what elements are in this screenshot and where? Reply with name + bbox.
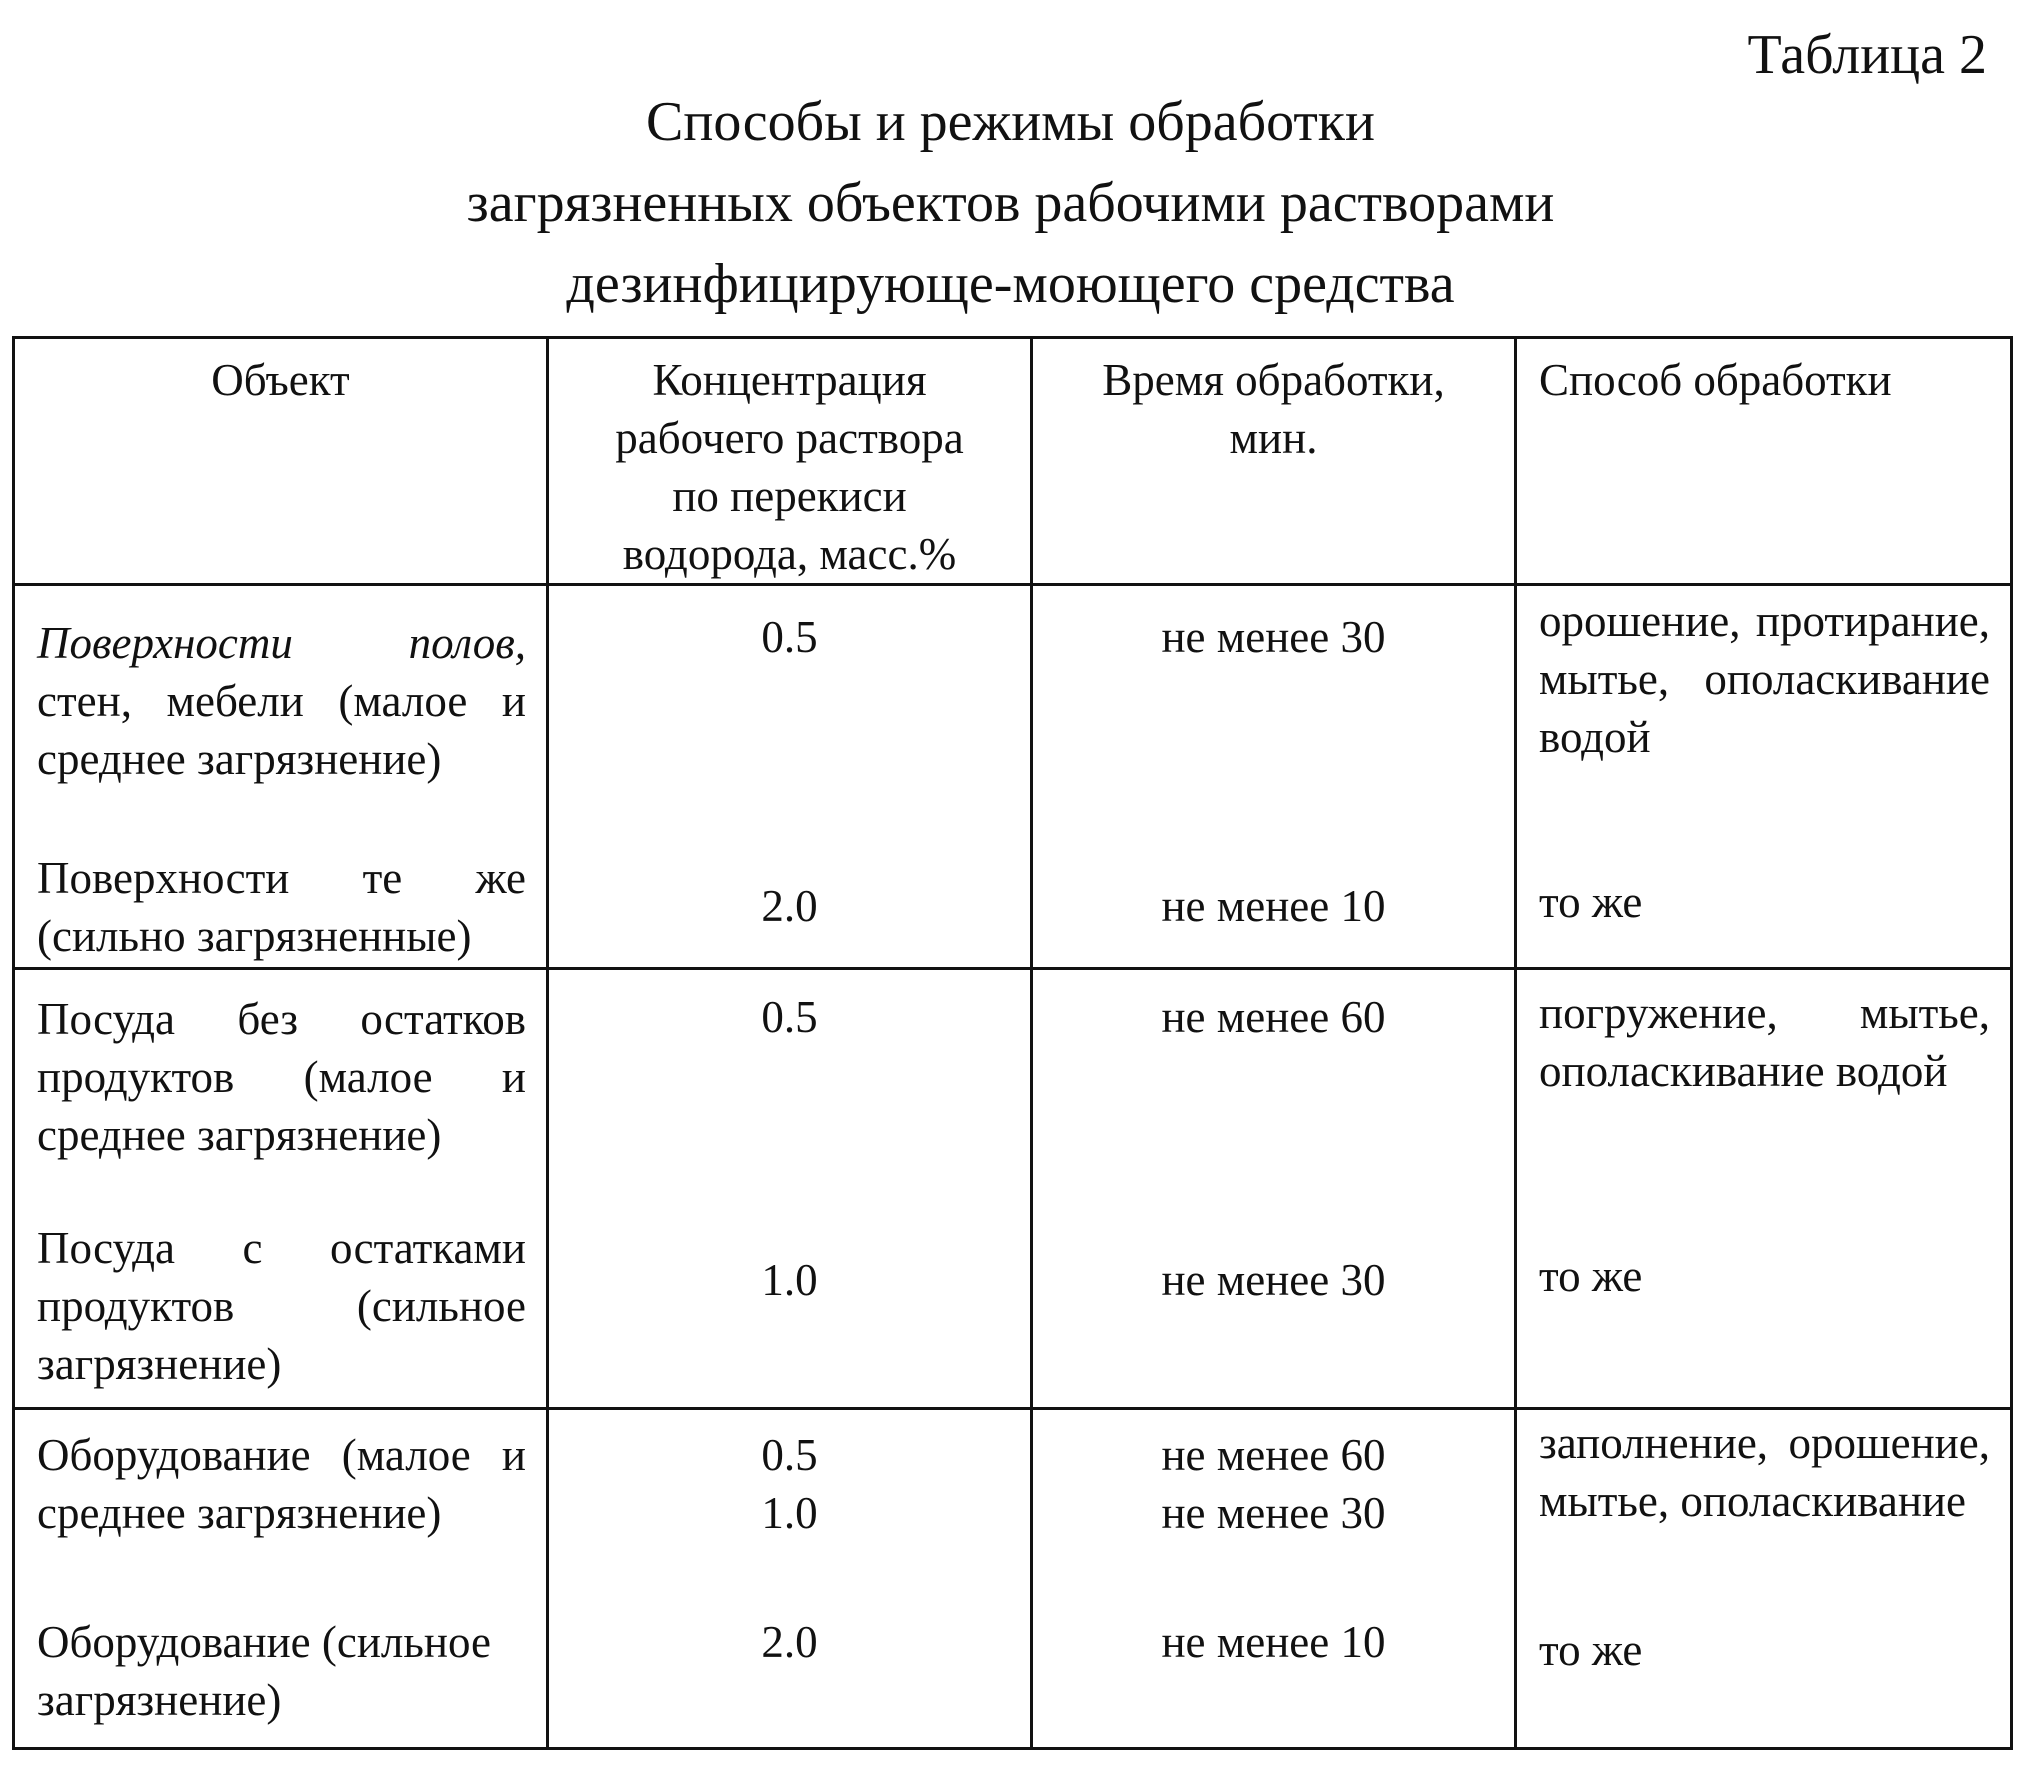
- object-cell: Оборудование (малое и среднее загрязнение): [14, 1409, 548, 1609]
- header-method: Способ обработки: [1516, 338, 2012, 585]
- time-cell: не менее 10: [1032, 849, 1516, 969]
- table-title: [0, 82, 2021, 325]
- object-cell: Посуда без остатков продуктов (малое и среднее загрязнение): [14, 969, 548, 1219]
- table-row: [14, 969, 2012, 1219]
- concentration-cell: 0.5: [548, 969, 1032, 1219]
- object-cell: Оборудование (сильное загрязнение): [14, 1609, 548, 1749]
- treatment-table: [12, 336, 2013, 1750]
- concentration-cell: 2.0: [548, 849, 1032, 969]
- title-line: загрязненных объектов рабочими растворами: [466, 172, 1555, 234]
- time-cell: не менее 60: [1032, 969, 1516, 1219]
- method-cell: орошение, протирание, мытье, ополаскивание водой: [1516, 585, 2012, 849]
- time-cell: не менее 30: [1032, 585, 1516, 849]
- title-line: Способы и режимы обработки: [646, 91, 1375, 153]
- concentration-cell: 2.0: [548, 1609, 1032, 1749]
- title-line: дезинфицирующе-моющего средства: [566, 253, 1455, 315]
- table-row: [14, 1609, 2012, 1749]
- concentration-cell: 1.0: [548, 1219, 1032, 1409]
- method-cell: заполнение, орошение, мытье, ополаскивание: [1516, 1409, 2012, 1609]
- object-text: стен, мебели (малое и среднее загрязнение): [37, 676, 526, 784]
- object-cell: Посуда с остатками продуктов (сильное загрязнение): [14, 1219, 548, 1409]
- header-time: Время обработки, мин.: [1032, 338, 1516, 585]
- header-row: [14, 338, 2012, 585]
- method-cell: то же: [1516, 1219, 2012, 1409]
- time-cell: не менее 30: [1032, 1219, 1516, 1409]
- concentration-cell: 0.5 1.0: [548, 1409, 1032, 1609]
- object-cell: [14, 585, 548, 849]
- header-object: Объект: [14, 338, 548, 585]
- method-cell: погружение, мытье, ополаскивание водой: [1516, 969, 2012, 1219]
- table-row: [14, 1409, 2012, 1609]
- object-italic-text: Поверхности полов,: [37, 618, 526, 668]
- method-cell: то же: [1516, 849, 2012, 969]
- object-cell: Поверхности те же (сильно загрязненные): [14, 849, 548, 969]
- table-row: [14, 585, 2012, 849]
- concentration-cell: 0.5: [548, 585, 1032, 849]
- time-cell: не менее 10: [1032, 1609, 1516, 1749]
- table-number-label: Таблица 2: [1747, 24, 1987, 86]
- time-cell: не менее 60 не менее 30: [1032, 1409, 1516, 1609]
- table-row: [14, 849, 2012, 969]
- table-row: [14, 1219, 2012, 1409]
- header-concentration: Концентрация рабочего раствора по перекиси водорода, масс.%: [548, 338, 1032, 585]
- method-cell: то же: [1516, 1609, 2012, 1749]
